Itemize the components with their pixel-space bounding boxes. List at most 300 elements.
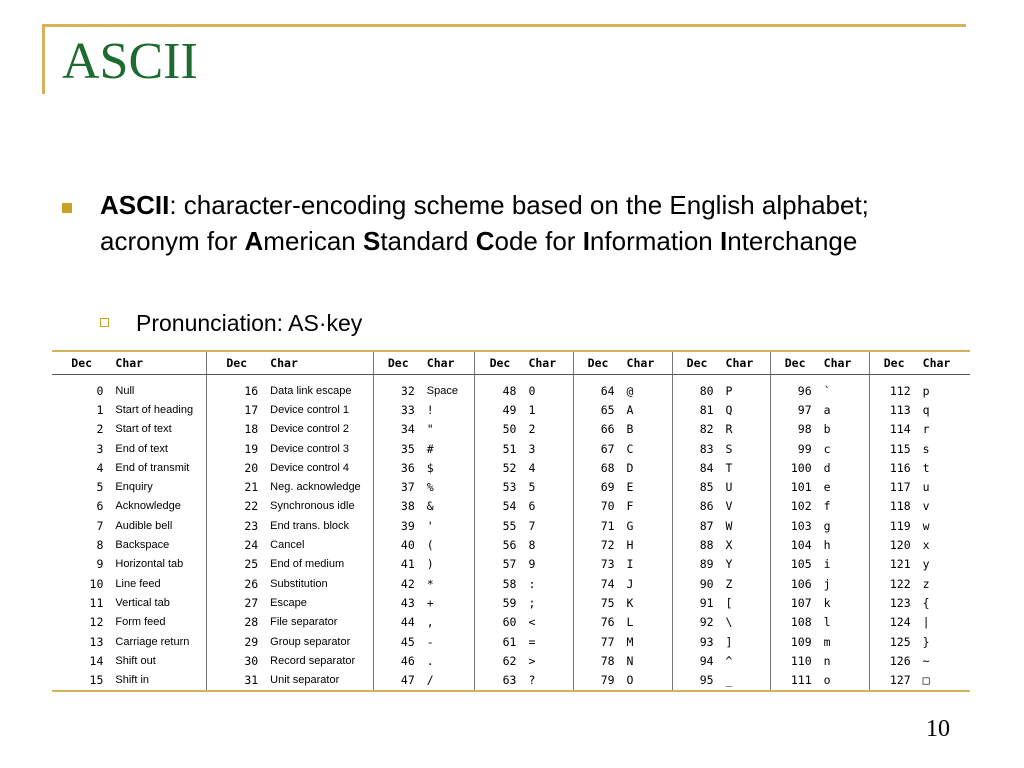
- char-cell: }: [922, 634, 930, 649]
- char-cell: 2: [524, 420, 573, 439]
- char-cell: Start of heading: [111, 400, 206, 419]
- dec-cell: 93: [699, 634, 714, 649]
- char-cell: y: [922, 557, 930, 572]
- table-row: [52, 420, 970, 439]
- bullet-plain-text: ode for: [494, 226, 583, 256]
- char-cell: b: [820, 420, 870, 439]
- char-cell: v: [922, 499, 930, 514]
- char-cell: Y: [722, 555, 771, 574]
- dec-cell: 47: [400, 673, 415, 688]
- dec-cell: 33: [400, 402, 415, 417]
- char-cell: Neg. acknowledge: [266, 477, 373, 496]
- char-cell: ]: [722, 632, 771, 651]
- dec-cell: 64: [600, 383, 615, 398]
- bullet-plain-text: tandard: [380, 226, 476, 256]
- char-cell: X: [722, 535, 771, 554]
- char-cell: F: [623, 497, 673, 516]
- dec-cell: 106: [790, 576, 812, 591]
- char-cell: Backspace: [111, 535, 206, 554]
- dec-cell: 44: [400, 615, 415, 630]
- char-column-header: Char: [111, 351, 206, 375]
- dec-cell: 56: [502, 538, 517, 553]
- char-cell: j: [820, 574, 870, 593]
- char-cell: [: [722, 593, 771, 612]
- dec-column-header: Dec: [475, 351, 525, 375]
- char-cell: x: [922, 538, 930, 553]
- char-cell: ~: [922, 653, 930, 668]
- char-cell: Line feed: [111, 574, 206, 593]
- dec-cell: 39: [400, 518, 415, 533]
- dec-cell: 92: [699, 615, 714, 630]
- char-cell: Device control 3: [266, 439, 373, 458]
- char-cell: Vertical tab: [111, 593, 206, 612]
- bullet-bold-text: A: [244, 226, 264, 256]
- table-row: [52, 535, 970, 554]
- dec-cell: 34: [400, 422, 415, 437]
- dec-cell: 8: [96, 538, 104, 553]
- char-cell: <: [524, 613, 573, 632]
- dec-cell: 28: [244, 615, 259, 630]
- char-cell: 9: [524, 555, 573, 574]
- char-cell: ,: [423, 613, 475, 632]
- char-cell: o: [820, 670, 870, 690]
- dec-cell: 108: [790, 615, 812, 630]
- char-cell: Z: [722, 574, 771, 593]
- bullet-text: [100, 187, 930, 259]
- char-cell: l: [820, 613, 870, 632]
- dec-cell: 16: [244, 383, 259, 398]
- char-cell: Device control 2: [266, 420, 373, 439]
- dec-cell: 59: [502, 595, 517, 610]
- bullet-bold-text: I: [582, 226, 590, 256]
- dec-cell: 32: [400, 383, 415, 398]
- dec-cell: 14: [89, 653, 104, 668]
- dec-cell: 125: [889, 634, 911, 649]
- char-cell: q: [922, 402, 930, 417]
- dec-cell: 36: [400, 460, 415, 475]
- char-cell: 7: [524, 516, 573, 535]
- char-cell: 3: [524, 439, 573, 458]
- char-cell: 8: [524, 535, 573, 554]
- dec-cell: 30: [244, 653, 259, 668]
- dec-cell: 123: [889, 595, 911, 610]
- dec-cell: 17: [244, 402, 259, 417]
- dec-cell: 105: [790, 557, 812, 572]
- char-cell: Shift in: [111, 670, 206, 690]
- char-cell: k: [820, 593, 870, 612]
- dec-cell: 11: [89, 595, 104, 610]
- table-row: [52, 670, 970, 690]
- char-cell: E: [623, 477, 673, 496]
- char-cell: Record separator: [266, 651, 373, 670]
- char-cell: O: [623, 670, 673, 690]
- dec-cell: 4: [96, 460, 104, 475]
- char-cell: r: [922, 422, 930, 437]
- dec-cell: 41: [400, 557, 415, 572]
- dec-cell: 110: [790, 653, 812, 668]
- char-cell: ?: [524, 670, 573, 690]
- char-cell: c: [820, 439, 870, 458]
- dec-column-header: Dec: [207, 351, 266, 375]
- dec-cell: 89: [699, 557, 714, 572]
- dec-cell: 68: [600, 460, 615, 475]
- char-cell: A: [623, 400, 673, 419]
- dec-cell: 77: [600, 634, 615, 649]
- dec-cell: 84: [699, 460, 714, 475]
- char-cell: I: [623, 555, 673, 574]
- dec-cell: 70: [600, 499, 615, 514]
- dec-cell: 24: [244, 538, 259, 553]
- char-cell: p: [922, 383, 930, 398]
- char-cell: {: [922, 595, 930, 610]
- dec-cell: 99: [797, 441, 812, 456]
- char-cell: n: [820, 651, 870, 670]
- dec-cell: 63: [502, 673, 517, 688]
- dec-cell: 74: [600, 576, 615, 591]
- dec-cell: 91: [699, 595, 714, 610]
- dec-cell: 96: [797, 383, 812, 398]
- dec-cell: 101: [790, 480, 812, 495]
- dec-cell: 57: [502, 557, 517, 572]
- char-cell: `: [820, 375, 870, 401]
- char-cell: ;: [524, 593, 573, 612]
- char-cell: 6: [524, 497, 573, 516]
- dec-cell: 116: [889, 460, 911, 475]
- dec-cell: 27: [244, 595, 259, 610]
- dec-cell: 12: [89, 615, 104, 630]
- dec-cell: 31: [244, 673, 259, 688]
- dec-column-header: Dec: [869, 351, 919, 375]
- char-column-header: Char: [524, 351, 573, 375]
- dec-cell: 35: [400, 441, 415, 456]
- dec-cell: 127: [889, 673, 911, 688]
- table-row: [52, 400, 970, 419]
- dec-cell: 49: [502, 402, 517, 417]
- dec-cell: 23: [244, 518, 259, 533]
- dec-cell: 111: [790, 673, 812, 688]
- char-cell: File separator: [266, 613, 373, 632]
- char-cell: Escape: [266, 593, 373, 612]
- table-row: [52, 651, 970, 670]
- char-cell: 0: [524, 375, 573, 401]
- dec-cell: 90: [699, 576, 714, 591]
- char-cell: (: [423, 535, 475, 554]
- dec-cell: 86: [699, 499, 714, 514]
- char-cell: Enquiry: [111, 477, 206, 496]
- char-cell: Carriage return: [111, 632, 206, 651]
- char-cell: .: [423, 651, 475, 670]
- dec-cell: 53: [502, 480, 517, 495]
- dec-cell: 118: [889, 499, 911, 514]
- char-cell: 5: [524, 477, 573, 496]
- dec-cell: 81: [699, 402, 714, 417]
- dec-cell: 67: [600, 441, 615, 456]
- char-cell: H: [623, 535, 673, 554]
- char-cell: $: [423, 458, 475, 477]
- char-cell: g: [820, 516, 870, 535]
- char-cell: Start of text: [111, 420, 206, 439]
- dec-cell: 58: [502, 576, 517, 591]
- dec-cell: 80: [699, 383, 714, 398]
- char-cell: K: [623, 593, 673, 612]
- char-cell: _: [722, 670, 771, 690]
- dec-cell: 48: [502, 383, 517, 398]
- char-cell: Horizontal tab: [111, 555, 206, 574]
- dec-cell: 29: [244, 634, 259, 649]
- dec-column-header: Dec: [770, 351, 820, 375]
- char-cell: u: [922, 480, 930, 495]
- char-cell: s: [922, 441, 930, 456]
- dec-cell: 120: [889, 538, 911, 553]
- table-header-row: [52, 351, 970, 375]
- table-row: [52, 593, 970, 612]
- dec-cell: 61: [502, 634, 517, 649]
- dec-cell: 100: [790, 460, 812, 475]
- dec-cell: 78: [600, 653, 615, 668]
- dec-cell: 20: [244, 460, 259, 475]
- char-cell: Null: [111, 375, 206, 401]
- dec-cell: 121: [889, 557, 911, 572]
- char-cell: h: [820, 535, 870, 554]
- dec-cell: 65: [600, 402, 615, 417]
- dec-cell: 43: [400, 595, 415, 610]
- frame-top-rule: [42, 24, 966, 27]
- dec-cell: 107: [790, 595, 812, 610]
- dec-cell: 1: [96, 402, 104, 417]
- dec-cell: 37: [400, 480, 415, 495]
- dec-cell: 119: [889, 518, 911, 533]
- table-row: [52, 439, 970, 458]
- char-cell: M: [623, 632, 673, 651]
- char-cell: t: [922, 460, 930, 475]
- char-cell: J: [623, 574, 673, 593]
- char-cell: 1: [524, 400, 573, 419]
- char-cell: /: [423, 670, 475, 690]
- char-cell: Audible bell: [111, 516, 206, 535]
- char-cell: e: [820, 477, 870, 496]
- dec-cell: 18: [244, 422, 259, 437]
- dec-cell: 55: [502, 518, 517, 533]
- dec-cell: 22: [244, 499, 259, 514]
- char-cell: R: [722, 420, 771, 439]
- char-cell: □: [922, 673, 930, 688]
- char-cell: :: [524, 574, 573, 593]
- char-column-header: Char: [919, 351, 970, 375]
- char-cell: G: [623, 516, 673, 535]
- char-cell: Synchronous idle: [266, 497, 373, 516]
- bullet-bold-text: ASCII: [100, 190, 170, 220]
- table-row: [52, 497, 970, 516]
- dec-cell: 62: [502, 653, 517, 668]
- char-cell: C: [623, 439, 673, 458]
- dec-cell: 102: [790, 499, 812, 514]
- dec-cell: 114: [889, 422, 911, 437]
- dec-cell: 97: [797, 402, 812, 417]
- dec-cell: 6: [96, 499, 104, 514]
- dec-cell: 71: [600, 518, 615, 533]
- table-row: [52, 632, 970, 651]
- char-cell: Acknowledge: [111, 497, 206, 516]
- char-column-header: Char: [423, 351, 475, 375]
- char-cell: *: [423, 574, 475, 593]
- bullet-bold-text: I: [720, 226, 728, 256]
- bullet-bold-text: C: [475, 226, 495, 256]
- char-cell: +: [423, 593, 475, 612]
- table-row: [52, 375, 970, 401]
- table-row: [52, 555, 970, 574]
- dec-cell: 124: [889, 615, 911, 630]
- char-cell: Group separator: [266, 632, 373, 651]
- square-bullet-icon: [62, 203, 72, 213]
- dec-cell: 113: [889, 402, 911, 417]
- char-cell: z: [922, 576, 930, 591]
- char-cell: @: [623, 375, 673, 401]
- char-cell: U: [722, 477, 771, 496]
- char-cell: \: [722, 613, 771, 632]
- dec-cell: 83: [699, 441, 714, 456]
- bullet-bold-text: S: [362, 226, 381, 256]
- char-cell: |: [922, 615, 930, 630]
- dec-cell: 69: [600, 480, 615, 495]
- char-cell: Q: [722, 400, 771, 419]
- char-cell: Cancel: [266, 535, 373, 554]
- char-cell: End of transmit: [111, 458, 206, 477]
- table-row: [52, 477, 970, 496]
- char-cell: Substitution: [266, 574, 373, 593]
- dec-cell: 52: [502, 460, 517, 475]
- dec-cell: 0: [96, 383, 104, 398]
- char-cell: %: [423, 477, 475, 496]
- char-column-header: Char: [623, 351, 673, 375]
- char-cell: P: [722, 375, 771, 401]
- char-cell: End of text: [111, 439, 206, 458]
- dec-cell: 60: [502, 615, 517, 630]
- dec-cell: 46: [400, 653, 415, 668]
- table-row: [52, 613, 970, 632]
- dec-column-header: Dec: [573, 351, 623, 375]
- char-cell: 4: [524, 458, 573, 477]
- char-cell: f: [820, 497, 870, 516]
- dec-cell: 19: [244, 441, 259, 456]
- char-cell: #: [423, 439, 475, 458]
- char-cell: w: [922, 518, 930, 533]
- dec-cell: 95: [699, 673, 714, 688]
- char-cell: Unit separator: [266, 670, 373, 690]
- dec-cell: 2: [96, 422, 104, 437]
- dec-cell: 3: [96, 441, 104, 456]
- char-cell: d: [820, 458, 870, 477]
- char-cell: End trans. block: [266, 516, 373, 535]
- dec-cell: 109: [790, 634, 812, 649]
- table-row: [52, 516, 970, 535]
- dec-cell: 88: [699, 538, 714, 553]
- bullet-plain-text: nformation: [589, 226, 720, 256]
- dec-cell: 79: [600, 673, 615, 688]
- dec-cell: 10: [89, 576, 104, 591]
- dec-column-header: Dec: [672, 351, 722, 375]
- bullet-plain-text: nterchange: [727, 226, 858, 256]
- dec-cell: 104: [790, 538, 812, 553]
- dec-cell: 21: [244, 480, 259, 495]
- dec-cell: 13: [89, 634, 104, 649]
- char-cell: End of medium: [266, 555, 373, 574]
- char-cell: Shift out: [111, 651, 206, 670]
- char-cell: T: [722, 458, 771, 477]
- dec-cell: 98: [797, 422, 812, 437]
- dec-cell: 82: [699, 422, 714, 437]
- dec-cell: 51: [502, 441, 517, 456]
- char-cell: Device control 1: [266, 400, 373, 419]
- dec-cell: 87: [699, 518, 714, 533]
- char-cell: Space: [423, 375, 475, 401]
- bullet-plain-text: : character-encoding scheme based on the English alphabet; acronym for: [100, 190, 869, 256]
- bullet-plain-text: merican: [263, 226, 363, 256]
- char-cell: L: [623, 613, 673, 632]
- dec-cell: 50: [502, 422, 517, 437]
- dec-cell: 25: [244, 557, 259, 572]
- dec-cell: 7: [96, 518, 104, 533]
- frame-left-rule: [42, 24, 45, 94]
- char-cell: Data link escape: [266, 375, 373, 401]
- char-cell: a: [820, 400, 870, 419]
- char-cell: >: [524, 651, 573, 670]
- dec-cell: 9: [96, 557, 104, 572]
- sub-bullet-text: Pronunciation: AS·key: [136, 310, 363, 336]
- dec-column-header: Dec: [52, 351, 111, 375]
- dec-column-header: Dec: [373, 351, 423, 375]
- char-column-header: Char: [722, 351, 771, 375]
- dec-cell: 38: [400, 499, 415, 514]
- page-number: 10: [926, 716, 950, 742]
- char-column-header: Char: [820, 351, 870, 375]
- char-cell: V: [722, 497, 771, 516]
- char-cell: D: [623, 458, 673, 477]
- slide-title: ASCII: [62, 33, 198, 90]
- char-cell: B: [623, 420, 673, 439]
- hollow-square-bullet-icon: [100, 318, 109, 327]
- dec-cell: 117: [889, 480, 911, 495]
- char-cell: N: [623, 651, 673, 670]
- char-cell: !: [423, 400, 475, 419]
- char-cell: m: [820, 632, 870, 651]
- dec-cell: 5: [96, 480, 104, 495]
- dec-cell: 115: [889, 441, 911, 456]
- dec-cell: 76: [600, 615, 615, 630]
- dec-cell: 94: [699, 653, 714, 668]
- char-cell: Form feed: [111, 613, 206, 632]
- char-cell: ': [423, 516, 475, 535]
- table-row: [52, 574, 970, 593]
- ascii-table: [52, 350, 970, 692]
- dec-cell: 112: [889, 383, 911, 398]
- char-cell: Device control 4: [266, 458, 373, 477]
- char-cell: -: [423, 632, 475, 651]
- dec-cell: 72: [600, 538, 615, 553]
- char-cell: i: [820, 555, 870, 574]
- dec-cell: 85: [699, 480, 714, 495]
- table-row: [52, 458, 970, 477]
- char-cell: =: [524, 632, 573, 651]
- dec-cell: 54: [502, 499, 517, 514]
- char-cell: ^: [722, 651, 771, 670]
- dec-cell: 66: [600, 422, 615, 437]
- dec-cell: 40: [400, 538, 415, 553]
- char-cell: ): [423, 555, 475, 574]
- dec-cell: 126: [889, 653, 911, 668]
- dec-cell: 75: [600, 595, 615, 610]
- char-column-header: Char: [266, 351, 373, 375]
- dec-cell: 45: [400, 634, 415, 649]
